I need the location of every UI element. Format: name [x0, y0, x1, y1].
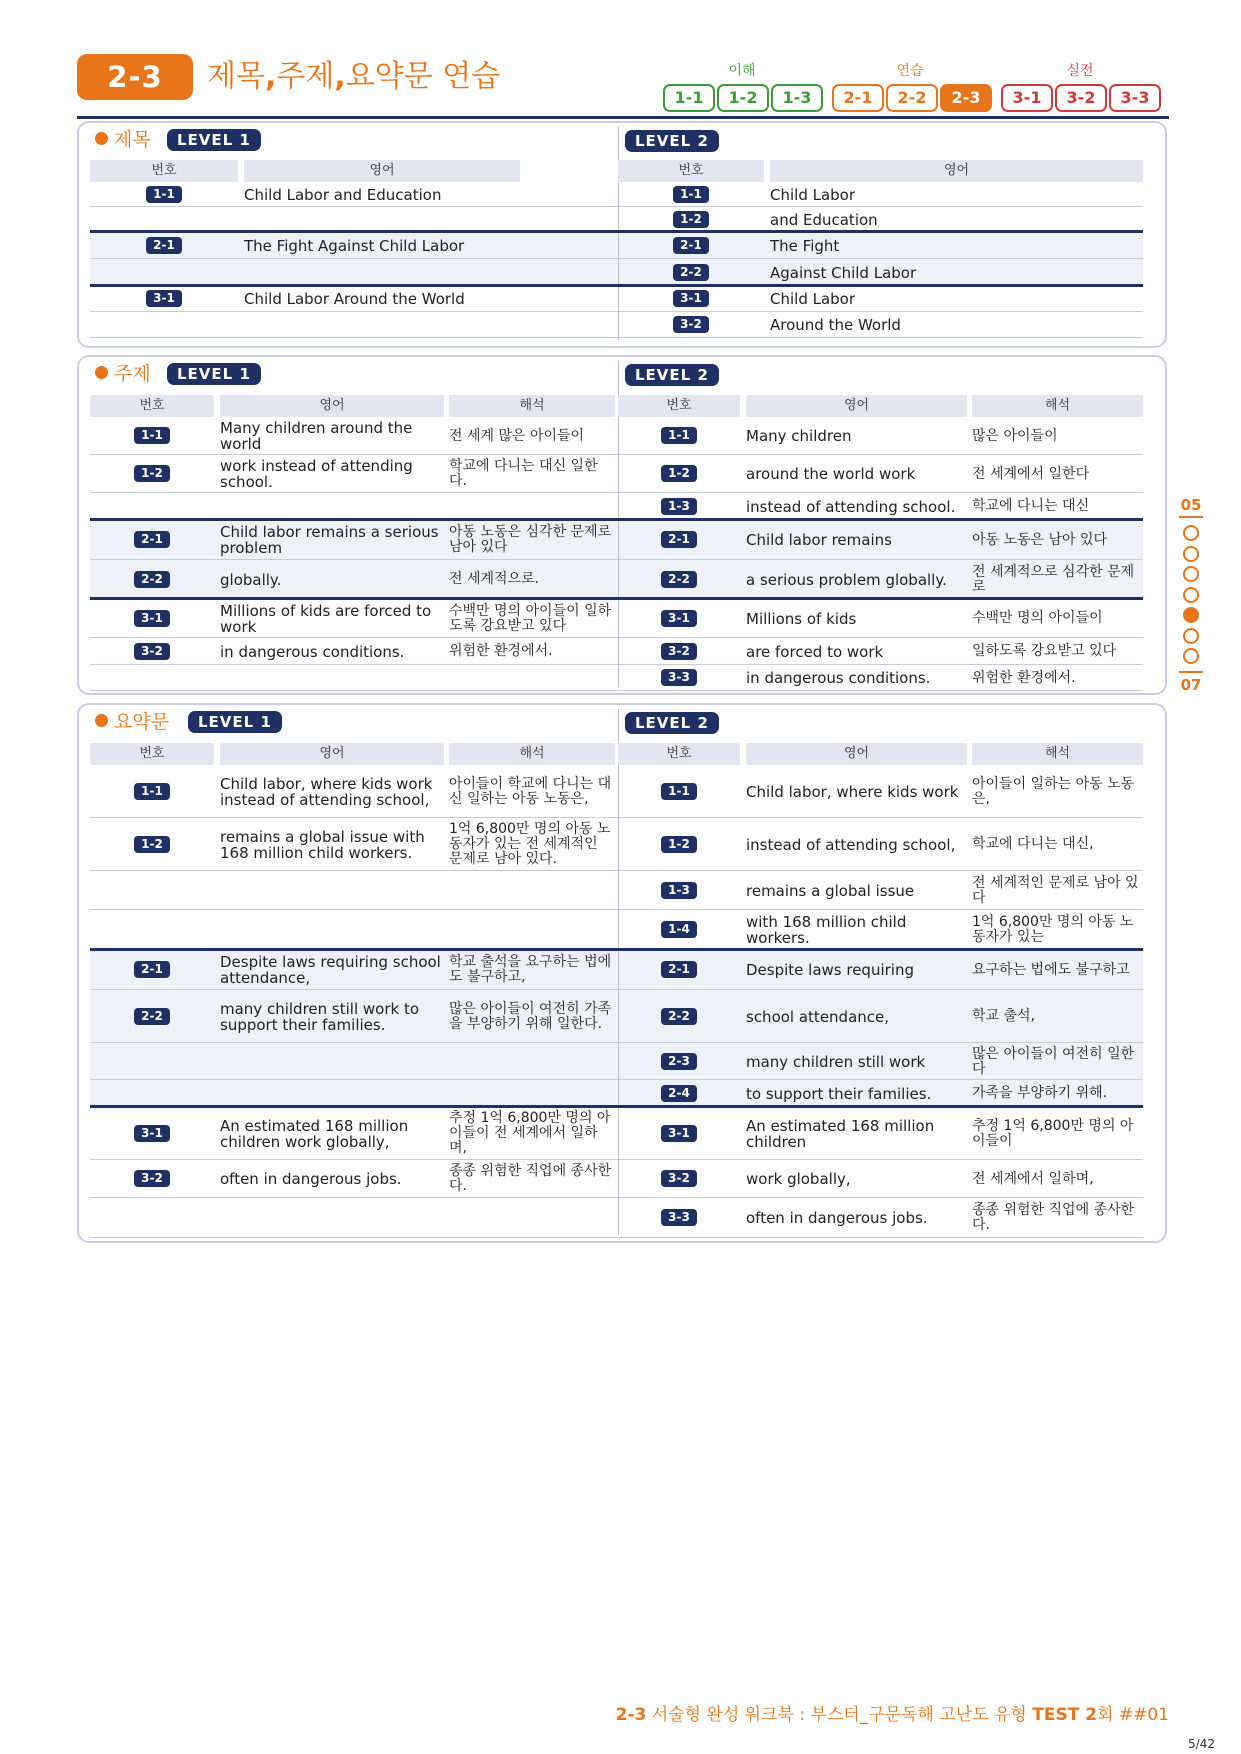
- section-title-text: 주제: [114, 363, 151, 385]
- tracker-dot: [1183, 628, 1199, 644]
- english-text: Millions of kids: [746, 609, 857, 628]
- title-part: ,: [264, 59, 277, 94]
- nav-pill-2-1[interactable]: 2-1: [832, 84, 884, 112]
- korean-translation: 전 세계적인 문제로 남아 있다: [972, 874, 1139, 906]
- level-2-badge: LEVEL 2: [625, 364, 719, 386]
- row-number-badge: 2-1: [661, 961, 697, 978]
- level-2-badge: LEVEL 2: [625, 712, 719, 734]
- english-text: Many children: [746, 427, 852, 445]
- english-text: Child Labor Around the World: [244, 290, 465, 308]
- english-text: Child labor, where kids work instead of attending school,: [220, 774, 433, 809]
- english-text: The Fight Against Child Labor: [244, 236, 465, 255]
- table-row: [90, 910, 618, 950]
- english-text: school attendance,: [746, 1007, 890, 1026]
- korean-translation: 수백만 명의 아이들이: [972, 610, 1103, 626]
- row-number-badge: 3-2: [134, 643, 170, 660]
- tracker-end: 07: [1180, 676, 1202, 694]
- english-text: often in dangerous jobs.: [746, 1209, 928, 1227]
- korean-translation: 추정 1억 6,800만 명의 아이들이: [972, 1117, 1134, 1149]
- row-number-badge: 1-1: [661, 427, 697, 444]
- row-number-badge: 1-2: [134, 465, 170, 482]
- korean-translation: 수백만 명의 아이들이 일하도록 강요받고 있다: [449, 602, 612, 634]
- row-number-badge: 2-4: [661, 1085, 697, 1102]
- col-header-l1-num: 번호: [90, 395, 214, 417]
- footer-suffix: 회 ##01: [1097, 1705, 1169, 1725]
- korean-translation: 전 세계적으로 심각한 문제로: [972, 563, 1135, 595]
- title-part: 요약문 연습: [345, 59, 501, 94]
- nav-pill-3-3[interactable]: 3-3: [1109, 84, 1161, 112]
- row-number-badge: 3-3: [661, 1209, 697, 1226]
- page-title: [207, 54, 500, 100]
- english-text: An estimated 168 million children: [746, 1116, 935, 1151]
- group-label-understand: 이해: [728, 63, 756, 79]
- footer-text: 서술형 완성 워크북 : 부스터_구문독해 고난도 유형: [646, 1705, 1033, 1725]
- english-text: many children still work to support their families.: [220, 999, 419, 1034]
- english-text: Despite laws requiring: [746, 961, 914, 979]
- korean-translation: 종종 위험한 직업에 종사한다.: [972, 1202, 1135, 1233]
- col-header-l2-ko: 해석: [972, 395, 1143, 417]
- tracker-line: [1179, 516, 1203, 518]
- col-header-l2-en: 영어: [746, 395, 967, 417]
- english-text: are forced to work: [746, 642, 884, 661]
- row-number-badge: 1-3: [661, 882, 697, 899]
- korean-translation: 많은 아이들이 여전히 일한다: [972, 1045, 1135, 1077]
- row-number-badge: 3-2: [134, 1170, 170, 1187]
- tracker-dot: [1183, 566, 1199, 582]
- table-row: [90, 312, 618, 338]
- korean-translation: 학교 출석을 요구하는 법에도 불구하고,: [449, 954, 612, 985]
- section-title: [95, 711, 169, 733]
- section-title-text: 요약문: [114, 711, 170, 733]
- group-separator: [90, 948, 1143, 951]
- title-part: 주제: [276, 59, 335, 94]
- korean-translation: 전 세계에서 일하며,: [972, 1170, 1094, 1187]
- group-label-real: 실전: [1066, 63, 1094, 79]
- korean-translation: 학교에 다니는 대신,: [972, 836, 1094, 852]
- english-text: Child Labor and Education: [244, 186, 442, 204]
- nav-pill-1-2[interactable]: 1-2: [717, 84, 769, 112]
- footer-title: [616, 1700, 1169, 1725]
- col-header-l1-num: 번호: [90, 160, 238, 182]
- row-number-badge: 2-2: [134, 571, 170, 588]
- korean-translation: 위험한 환경에서.: [449, 643, 553, 659]
- row-number-badge: 2-1: [134, 531, 170, 548]
- row-number-badge: 1-1: [661, 783, 697, 800]
- table-row: [90, 665, 618, 691]
- english-text: often in dangerous jobs.: [220, 1170, 402, 1188]
- row-number-badge: 3-1: [146, 290, 182, 307]
- table-row: [90, 207, 618, 232]
- bullet-icon: [95, 132, 108, 145]
- english-text: Many children around the world: [220, 419, 413, 453]
- korean-translation: 학교에 다니는 대신 일한다.: [449, 458, 598, 489]
- row-number-badge: 2-3: [661, 1053, 697, 1070]
- col-header-l2-num: 번호: [618, 160, 764, 182]
- english-text: An estimated 168 million children work globally,: [220, 1116, 409, 1151]
- korean-translation: 추정 1억 6,800만 명의 아이들이 전 세계에서 일하며,: [449, 1110, 611, 1156]
- english-text: Child Labor: [770, 186, 856, 204]
- row-number-badge: 2-1: [134, 961, 170, 978]
- table-row: [90, 1080, 618, 1107]
- korean-translation: 가족을 부양하기 위해.: [972, 1085, 1108, 1101]
- korean-translation: 1억 6,800만 명의 아동 노동자가 있는 전 세계적인 문제로 남아 있다.: [449, 821, 611, 867]
- table-row: [90, 1198, 618, 1238]
- english-text: globally.: [220, 570, 282, 589]
- tracker-dot-current: [1183, 607, 1199, 623]
- english-text: Despite laws requiring school attendance,: [220, 953, 441, 987]
- group-separator: [90, 284, 1143, 287]
- english-text: Child labor remains: [746, 531, 892, 549]
- unit-badge: 2-3: [77, 54, 193, 100]
- col-header-l2-ko: 해석: [972, 743, 1143, 765]
- level-1-badge: LEVEL 1: [167, 363, 261, 385]
- english-text: instead of attending school.: [746, 497, 956, 516]
- row-number-badge: 2-2: [134, 1008, 170, 1025]
- korean-translation: 많은 아이들이: [972, 427, 1058, 444]
- col-header-l2-en: 영어: [746, 743, 967, 765]
- nav-pill-3-2[interactable]: 3-2: [1055, 84, 1107, 112]
- tracker-dot: [1183, 525, 1199, 541]
- korean-translation: 학교에 다니는 대신: [972, 498, 1090, 514]
- english-text: The Fight: [770, 236, 840, 255]
- english-text: to support their families.: [746, 1084, 932, 1103]
- korean-translation: 아이들이 일하는 아동 노동은,: [972, 775, 1135, 807]
- row-number-badge: 3-1: [134, 1125, 170, 1142]
- english-text: in dangerous conditions.: [746, 669, 931, 687]
- table-row: [90, 1043, 618, 1080]
- bullet-icon: [95, 714, 108, 727]
- english-text: Against Child Labor: [770, 263, 917, 282]
- group-label-practice: 연습: [896, 63, 924, 79]
- table-row: [90, 493, 618, 520]
- english-text: a serious problem globally.: [746, 570, 947, 589]
- korean-translation: 전 세계에서 일한다: [972, 465, 1090, 482]
- row-number-badge: 1-2: [673, 211, 709, 228]
- korean-translation: 종종 위험한 직업에 종사한다.: [449, 1163, 612, 1194]
- tracker-start: 05: [1180, 496, 1202, 514]
- nav-pill-1-1[interactable]: 1-1: [663, 84, 715, 112]
- section-title: [95, 129, 151, 151]
- english-text: Child labor, where kids work: [746, 782, 959, 801]
- row-number-badge: 3-1: [661, 1125, 697, 1142]
- english-text: Around the World: [770, 316, 901, 334]
- footer-test: TEST 2: [1032, 1705, 1098, 1725]
- english-text: Child labor remains a serious problem: [220, 523, 439, 557]
- korean-translation: 아동 노동은 심각한 문제로 남아 있다: [449, 524, 612, 555]
- tracker-dot: [1183, 546, 1199, 562]
- english-text: remains a global issue with 168 million child workers.: [220, 827, 425, 862]
- bullet-icon: [95, 366, 108, 379]
- col-header-l1-num: 번호: [90, 743, 214, 765]
- tracker-dot: [1183, 587, 1199, 603]
- row-number-badge: 2-2: [661, 571, 697, 588]
- english-text: in dangerous conditions.: [220, 642, 405, 661]
- level-1-badge: LEVEL 1: [167, 129, 261, 151]
- col-header-l2-en: 영어: [770, 160, 1143, 182]
- korean-translation: 아동 노동은 남아 있다: [972, 531, 1108, 548]
- col-header-l1-en: 영어: [220, 743, 444, 765]
- nav-pill-2-3-current[interactable]: 2-3: [940, 84, 992, 112]
- col-header-l1-ko: 해석: [449, 395, 615, 417]
- table-row: [90, 259, 618, 286]
- korean-translation: 요구하는 법에도 불구하고: [972, 961, 1130, 978]
- col-header-l2-num: 번호: [618, 395, 740, 417]
- tracker-line: [1179, 671, 1203, 673]
- row-number-badge: 1-1: [134, 427, 170, 444]
- row-number-badge: 1-3: [661, 498, 697, 515]
- nav-pill-2-2[interactable]: 2-2: [886, 84, 938, 112]
- row-number-badge: 1-2: [134, 836, 170, 853]
- group-separator: [90, 597, 1143, 600]
- english-text: and Education: [770, 210, 878, 229]
- english-text: many children still work: [746, 1052, 926, 1071]
- english-text: Child Labor: [770, 290, 856, 308]
- group-separator: [90, 1105, 1143, 1108]
- row-number-badge: 2-1: [673, 237, 709, 254]
- english-text: work instead of attending school.: [220, 457, 413, 491]
- col-header-l2-num: 번호: [618, 743, 740, 765]
- row-number-badge: 1-1: [673, 186, 709, 203]
- korean-translation: 전 세계적으로.: [449, 571, 540, 587]
- korean-translation: 아이들이 학교에 다니는 대신 일하는 아동 노동은,: [449, 775, 612, 807]
- korean-translation: 학교 출석,: [972, 1008, 1035, 1024]
- english-text: remains a global issue: [746, 881, 915, 900]
- korean-translation: 위험한 환경에서.: [972, 669, 1076, 686]
- korean-translation: 많은 아이들이 여전히 가족을 부양하기 위해 일한다.: [449, 1000, 612, 1032]
- row-number-badge: 2-1: [146, 237, 182, 254]
- english-text: Millions of kids are forced to work: [220, 601, 432, 636]
- english-text: instead of attending school,: [746, 835, 956, 854]
- row-number-badge: 3-1: [134, 610, 170, 627]
- col-header-l1-en: 영어: [220, 395, 444, 417]
- row-number-badge: 1-1: [134, 783, 170, 800]
- group-separator: [90, 230, 1143, 233]
- row-number-badge: 1-2: [661, 836, 697, 853]
- row-number-badge: 1-1: [146, 186, 182, 203]
- col-header-l1-ko: 해석: [449, 743, 615, 765]
- footer-unit: 2-3: [615, 1705, 647, 1725]
- level-2-badge: LEVEL 2: [625, 130, 719, 152]
- row-number-badge: 2-2: [673, 264, 709, 281]
- korean-translation: 1억 6,800만 명의 아동 노동자가 있는: [972, 914, 1134, 945]
- tracker-dot: [1183, 648, 1199, 664]
- row-number-badge: 3-3: [661, 669, 697, 686]
- row-number-badge: 3-1: [673, 290, 709, 307]
- header-rule: [77, 116, 1169, 119]
- english-text: work globally,: [746, 1170, 851, 1188]
- korean-translation: 일하도록 강요받고 있다: [972, 643, 1117, 659]
- title-part: ,: [334, 59, 346, 94]
- row-number-badge: 3-1: [661, 610, 697, 627]
- english-text: around the world work: [746, 465, 916, 483]
- col-header-l1-en: 영어: [244, 160, 520, 182]
- korean-translation: 전 세계 많은 아이들이: [449, 427, 585, 444]
- section-title-text: 제목: [114, 129, 151, 151]
- row-number-badge: 3-2: [661, 1170, 697, 1187]
- row-number-badge: 1-2: [661, 465, 697, 482]
- table-row: [90, 871, 618, 910]
- nav-pill-1-3[interactable]: 1-3: [771, 84, 823, 112]
- title-part: 제목: [207, 59, 265, 94]
- english-text: with 168 million child workers.: [746, 913, 907, 947]
- page-number: 5/42: [1188, 1737, 1215, 1751]
- group-separator: [90, 518, 1143, 521]
- level-1-badge: LEVEL 1: [188, 711, 282, 733]
- row-number-badge: 2-2: [661, 1008, 697, 1025]
- nav-pill-3-1[interactable]: 3-1: [1001, 84, 1053, 112]
- row-number-badge: 3-2: [673, 316, 709, 333]
- row-number-badge: 3-2: [661, 643, 697, 660]
- row-number-badge: 2-1: [661, 531, 697, 548]
- row-number-badge: 1-4: [661, 921, 697, 938]
- section-title: [95, 363, 151, 385]
